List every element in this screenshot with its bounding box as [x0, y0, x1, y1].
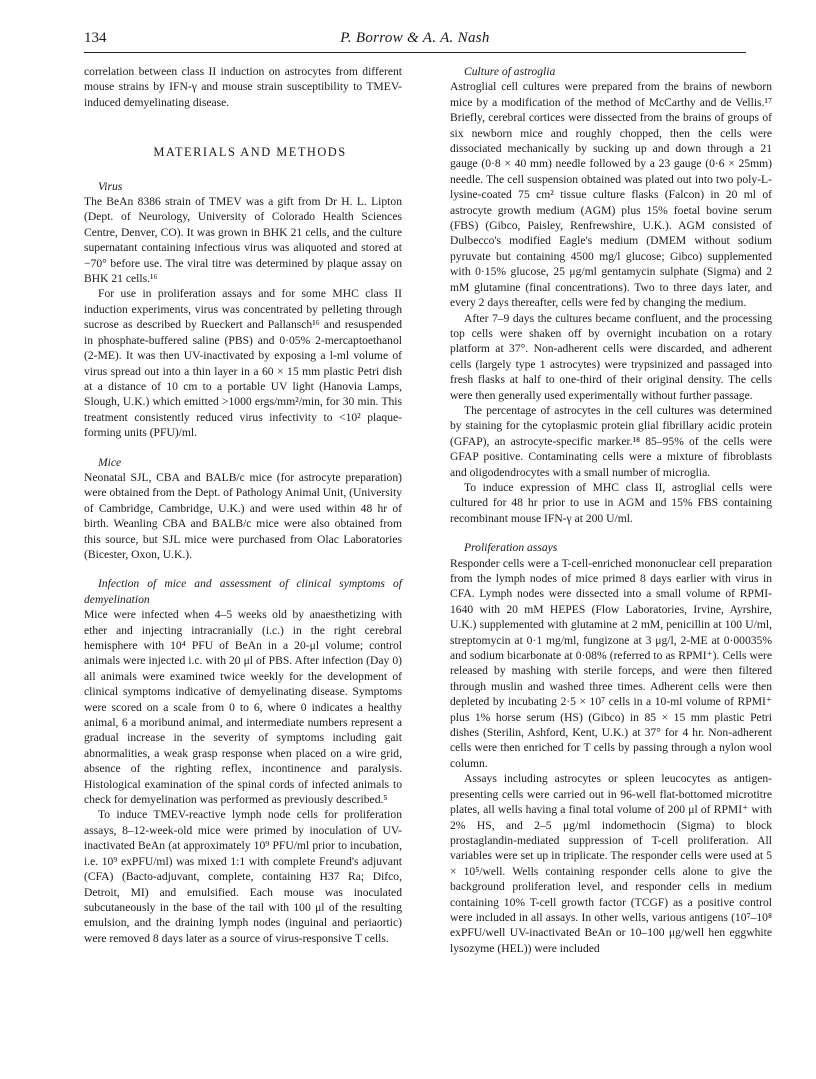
proliferation-paragraph-2: Assays including astrocytes or spleen leucocytes as antigen-presenting cells were carried out in 96-well flat-bottomed microtitre plates, all wells having a final total volume of 200 μl of RPMI⁺ with 2% HS, and 2–5 μg/ml indomethocin (Sigma) to block prostaglandin-mediated suppression of T-cell proliferation. All variables were set up in triplicate. The responder cells were used at 5 × 10⁵/well. Wells containing responder cells alone to give the background proliferation level, and responder cells in medium containing 10% T-cell growth factor (TCGF) as a positive control were included in all assays. In other wells, various antigens (10⁷–10⁸ exPFU/well UV-inactivated BeAn or 10–100 μg/well hen eggwhite lysozyme (HEL)) were included: [450, 772, 772, 955]
virus-paragraph-2: For use in proliferation assays and for some MHC class II induction experiments, virus was concentrated by pelleting through sucrose as described by Rueckert and Pallansch¹⁶ and resuspended in phosphate-buffered saline (PBS) and 0·05% 2-mercaptoethanol (2-ME). It was then UV-inactivated by exposing a l-ml volume of virus spread out into a thin layer in a 60 × 15 mm plastic Petri dish at a distance of 10 cm to a portable UV light (Hanovia Lamps, Slough, U.K.) which emitted >1000 ergs/mm²/min, for 30 min. This treatment consistently reduced virus infectivity to <10² plaque-forming units (PFU)/ml.: [84, 287, 402, 440]
infection-paragraph-2: To induce TMEV-reactive lymph node cells for proliferation assays, 8–12-week-old mice were primed by inoculation of UV-inactivated BeAn (at approximately 10⁹ PFU/ml prior to incubation, i.e. 10⁹ exPFU/ml) was mixed 1:1 with complete Freund's adjuvant (CFA) (Bacto-adjuvant, complete, containing H37 Ra; Difco, Detroit, MI) and emulsified. Each mouse was inoculated subcutaneously in the base of the tail with 100 μl of the resulting emulsion, and the draining lymph nodes (inguinal and periaortic) were removed 8 days later as a source of virus-responsive T cells.: [84, 808, 402, 945]
right-column: [450, 64, 772, 956]
proliferation-heading: Proliferation assays: [464, 541, 558, 555]
proliferation-paragraph-1: Responder cells were a T-cell-enriched mononuclear cell preparation from the lymph nodes of mice primed 8 days earlier with virus in CFA. Lymph nodes were dissected into a small volume of RPMI-1640 with 20 mM HEPES (Flow Laboratories, Irvine, Ayrshire, U.K.) supplemented with glutamine at 2 mM, penicillin at 100 U/ml, streptomycin at 0·1 mg/ml, fungizone at 3 μg/l, 2-ME at 0·00035% and sodium bicarbonate at 0·08% (referred to as RPMI⁺). Cells were released by mashing with sterile forceps, and were then filtered through muslin and washed three times. Adherent cells were then depleted by incubating 2·5 × 10⁷ cells in a 10-ml volume of RPMI⁺ plus 1% horse serum (HS) (Gibco) in 85 × 15 mm plastic Petri dishes (Sterilin, Ashford, Kent, U.K.) at 37° for 4 hr. Non-adherent cells were then enriched for T cells by passing through a nylon wool column.: [450, 556, 772, 770]
culture-heading: Culture of astroglia: [464, 65, 556, 78]
mice-heading: Mice: [98, 455, 122, 469]
culture-paragraph-4: To induce expression of MHC class II, astroglial cells were cultured for 48 hr prior to use in AGM and 15% FBS containing recombinant mouse IFN-γ at 200 U/ml.: [450, 480, 772, 525]
running-head-authors: P. Borrow & A. A. Nash: [340, 30, 490, 46]
mice-paragraph: Neonatal SJL, CBA and BALB/c mice (for astrocyte preparation) were obtained from the Dept. of Pathology Animal Unit, (University of Cambridge, Cambridge, U.K.) and were used within 48 hr of birth. Weanling CBA and BALB/c mice were also obtained from this source, but SJL mice were purchased from Olac Laboratories (Bicester, Oxon, U.K.).: [84, 470, 402, 561]
culture-paragraph-1: Astroglial cell cultures were prepared from the brains of newborn mice by a modification of the method of McCarthy and de Vellis.¹⁷ Briefly, cerebral cortices were dissected from the brains of groups of six newborn mice and roughly chopped, then the cells were dissociated mechanically by sucking up and down through a 21 gauge (0·8 × 40 mm) needle followed by a 23 gauge (0·6 × 25mm) needle. The cell suspension obtained was plated out into two poly-L-lysine-coated 75 cm² tissue culture flasks (Falcon) in 20 ml of astrocyte growth medium (AGM) plus 15% foetal bovine serum (FBS) (Gibco, Paisley, Renfrewshire, U.K.). AGM consisted of Dulbecco's modified Eagle's medium (DMEM without sodium pyruvate but containing 4500 mg/l glucose; Gibco) supplemented with 0·15% glucose, 25 μg/ml gentamycin sulphate (Sigma) and 2 mM glutamine (final concentrations). Two to three days later, and every 2 days thereafter, cells were fed by changing the medium.: [450, 80, 772, 310]
virus-paragraph-1: The BeAn 8386 strain of TMEV was a gift from Dr H. L. Lipton (Dept. of Neurology, University of Colorado Health Sciences Centre, Denver, CO). It was grown in BHK 21 cells, and the culture supernatant containing infectious virus was aliquoted and stored at −70° before use. The viral titre was determined by plaque assay on BHK 21 cells.¹⁶: [84, 195, 402, 286]
intro-paragraph: correlation between class II induction on astrocytes from different mouse strains by IFN-γ and mouse strain susceptibility to TMEV-induced demyelinating disease.: [84, 65, 402, 109]
running-header: [84, 30, 746, 53]
virus-heading: Virus: [98, 179, 123, 193]
infection-heading: Infection of mice and assessment of clinical symptoms of demyelination: [84, 577, 402, 606]
left-column: [84, 64, 402, 946]
culture-paragraph-3: The percentage of astrocytes in the cell cultures was determined by staining for the cytoplasmic protein glial fibrillary acidic protein (GFAP), an astrocyte-specific marker.¹⁸ 85–95% of the cells were GFAP positive. Contaminating cells were a mixture of fibroblasts and oligodendrocytes with a small number of microglia.: [450, 403, 772, 479]
section-title: MATERIALS AND METHODS: [153, 145, 347, 160]
culture-paragraph-2: After 7–9 days the cultures became confluent, and the processing top cells were shaken off by overnight incubation on a rotary platform at 37°. Non-adherent cells were discarded, and adherent cells (largely type 1 astrocytes) were trypsinized and passaged into fresh flasks at half to one-third of their original density. The cells were then generally used experimentally without further passage.: [450, 311, 772, 402]
page-number: 134: [84, 30, 107, 46]
infection-paragraph-1: Mice were infected when 4–5 weeks old by anaesthetizing with ether and injecting intracranially (i.c.) in the right cerebral hemisphere with 10⁴ PFU of BeAn in a 20-μl volume; control animals were injected i.c. with 20 μl of PBS. After infection (Day 0) all animals were examined twice weekly for the development of clinical symptoms indicative of demyelinating disease. Symptoms were scored on a scale from 0 to 6, where 0 indicates a healthy animal, 6 a moribund animal, and intermediate numbers represent a gradual increase in the severity of symptoms including gait abnormalities, a weak grasp response when placed on a wire grid, absence of the righting reflex, incontinence and paralysis. Histological examination of the spinal cords of infected animals to check for demyelination was performed as previously described.⁵: [84, 608, 402, 807]
